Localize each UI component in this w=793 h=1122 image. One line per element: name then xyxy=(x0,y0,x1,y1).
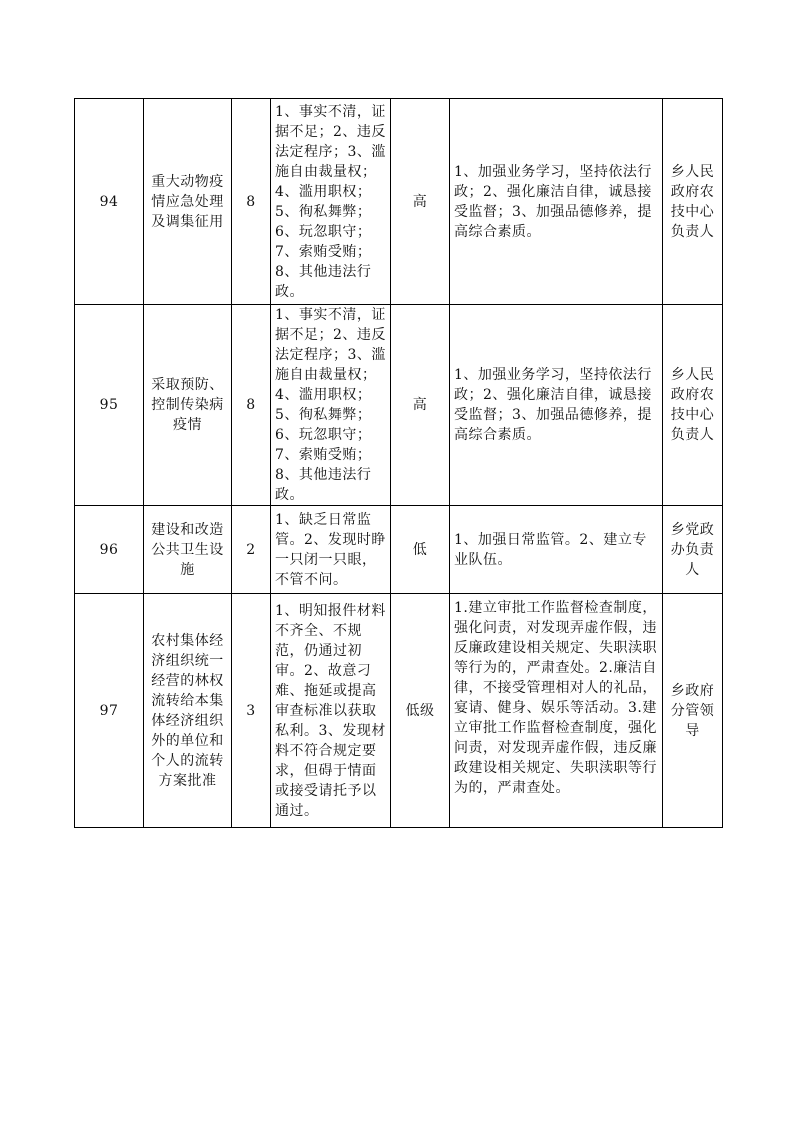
risk-level: 高 xyxy=(391,99,450,305)
prevention-measures: 1、加强业务学习，坚持依法行政；2、强化廉洁自律，诚恳接受监督；3、加强品德修养，提高综合素质。 xyxy=(450,99,663,305)
item-name: 农村集体经济组织统一经营的林权流转给本集体经济组织外的单位和个人的流转方案批准 xyxy=(144,594,232,828)
table-row xyxy=(75,305,723,506)
risk-count: 3 xyxy=(232,594,271,828)
item-number: 94 xyxy=(75,99,144,305)
risk-level: 低级 xyxy=(391,594,450,828)
prevention-measures: 1、加强业务学习，坚持依法行政；2、强化廉洁自律，诚恳接受监督；3、加强品德修养，提高综合素质。 xyxy=(450,305,663,506)
prevention-measures: 1.建立审批工作监督检查制度，强化问责，对发现弄虚作假，违反廉政建设相关规定、失职渎职等行为的，严肃查处。2.廉洁自律，不接受管理相对人的礼品，宴请、健身、娱乐等活动。3.建立审批工作监督检查制度，强化问责，对发现弄虚作假，违反廉政建设相关规定、失职渎职等行为的，严肃查处。 xyxy=(450,594,663,828)
table-row xyxy=(75,594,723,828)
responsible-person: 乡人民政府农技中心负责人 xyxy=(663,305,723,506)
responsible-person: 乡党政办负责人 xyxy=(663,506,723,594)
table-row xyxy=(75,506,723,594)
item-number: 97 xyxy=(75,594,144,828)
responsible-person: 乡政府分管领导 xyxy=(663,594,723,828)
table-row xyxy=(75,99,723,305)
prevention-measures: 1、加强日常监管。2、建立专业队伍。 xyxy=(450,506,663,594)
risk-level: 低 xyxy=(391,506,450,594)
risk-level: 高 xyxy=(391,305,450,506)
item-name: 建设和改造公共卫生设施 xyxy=(144,506,232,594)
risk-table xyxy=(74,98,723,828)
risk-points: 1、事实不清，证据不足；2、违反法定程序；3、滥施自由裁量权；4、滥用职权；5、徇私舞弊；6、玩忽职守；7、索贿受贿；8、其他违法行政。 xyxy=(271,99,391,305)
risk-count: 2 xyxy=(232,506,271,594)
risk-points: 1、事实不清，证据不足；2、违反法定程序；3、滥施自由裁量权；4、滥用职权；5、徇私舞弊；6、玩忽职守；7、索贿受贿；8、其他违法行政。 xyxy=(271,305,391,506)
risk-count: 8 xyxy=(232,305,271,506)
responsible-person: 乡人民政府农技中心负责人 xyxy=(663,99,723,305)
item-name: 重大动物疫情应急处理及调集征用 xyxy=(144,99,232,305)
risk-points: 1、明知报件材料不齐全、不规范，仍通过初审。2、故意刁难、拖延或提高审查标准以获取私利。3、发现材料不符合规定要求，但碍于情面或接受请托予以通过。 xyxy=(271,594,391,828)
item-number: 95 xyxy=(75,305,144,506)
item-name: 采取预防、控制传染病疫情 xyxy=(144,305,232,506)
item-number: 96 xyxy=(75,506,144,594)
risk-count: 8 xyxy=(232,99,271,305)
risk-points: 1、缺乏日常监管。2、发现时睁一只闭一只眼，不管不问。 xyxy=(271,506,391,594)
